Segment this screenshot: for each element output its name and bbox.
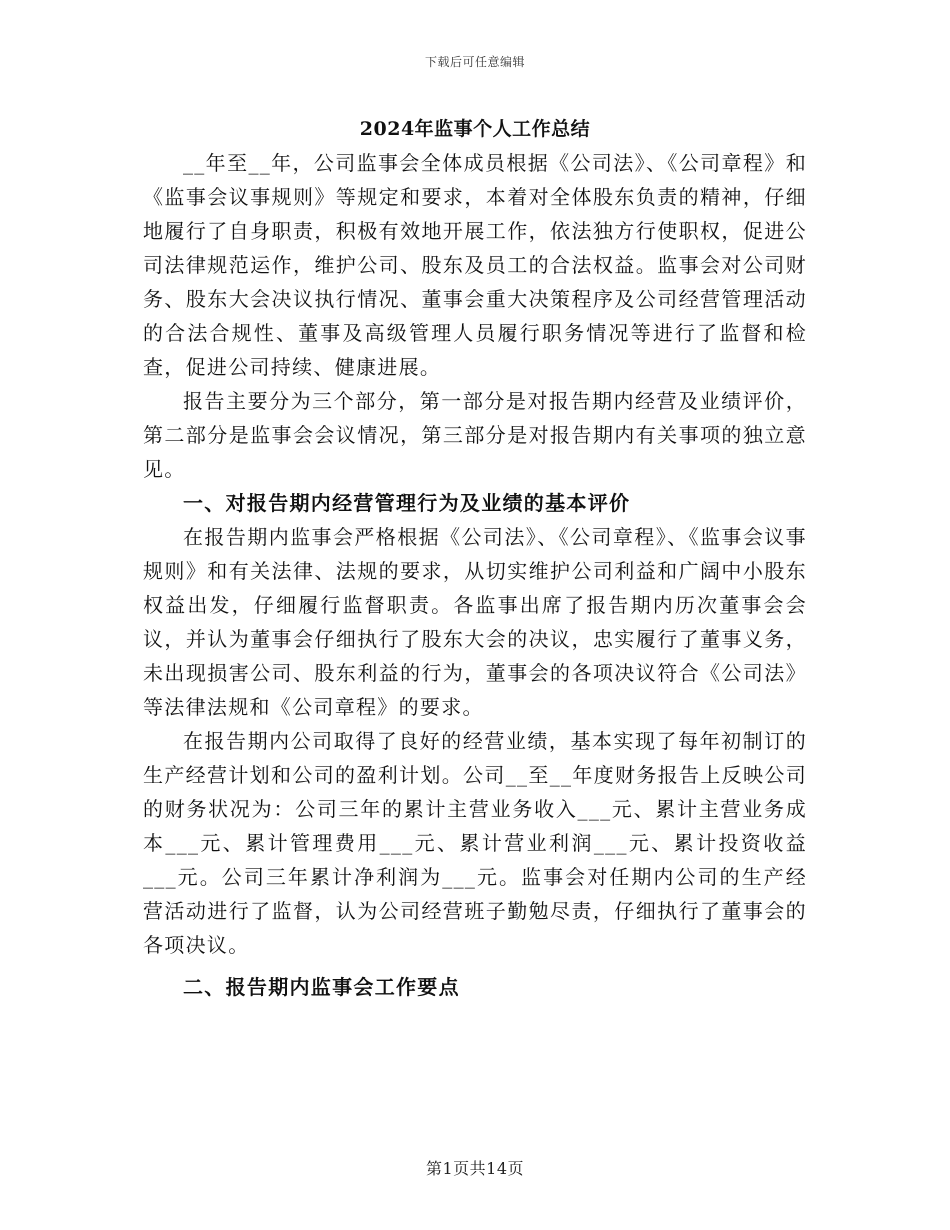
header-note: 下载后可任意编辑 <box>424 55 525 69</box>
intro-paragraph: __年至__年，公司监事会全体成员根据《公司法》、《公司章程》和《监事会议事规则》等规定和要求，本着对全体股东负责的精神，仔细地履行了自身职责，积极有效地开展工作，依法独方行使职权，促进公司法律规范运作，维护公司、股东及员工的合法权益。监事会对公司财务、股东大会决议执行情况、董事会重大决策程序及公司经营管理活动的合法合规性、董事及高级管理人员履行职务情况等进行了监督和检查，促进公司持续、健康进展。 <box>143 151 807 379</box>
section-heading: 一、对报告期内经营管理行为及业绩的基本评价 <box>183 491 631 515</box>
intro-paragraph: 报告主要分为三个部分，第一部分是对报告期内经营及业绩评价，第二部分是监事会会议情况，第三部分是对报告期内有关事项的独立意见。 <box>143 389 807 481</box>
section-paragraph: 在报告期内监事会严格根据《公司法》、《公司章程》、《监事会议事规则》和有关法律、法规的要求，从切实维护公司利益和广阔中小股东权益出发，仔细履行监督职责。各监事出席了报告期内历次董事会会议，并认为董事会仔细执行了股东大会的决议，忠实履行了董事义务，未出现损害公司、股东利益的行为，董事会的各项决议符合《公司法》等法律法规和《公司章程》的要求。 <box>143 525 807 719</box>
section-heading: 二、报告期内监事会工作要点 <box>183 975 460 999</box>
page-footer: 第1页共14页 <box>425 1159 525 1178</box>
document-title: 2024年监事个人工作总结 <box>359 118 591 140</box>
section-paragraph: 在报告期内公司取得了良好的经营业绩，基本实现了每年初制订的生产经营计划和公司的盈利计划。公司__至__年度财务报告上反映公司的财务状况为：公司三年的累计主营业务收入___元、累计主营业务成本___元、累计管理费用___元、累计营业利润___元、累计投资收益___元。公司三年累计净利润为___元。监事会对任期内公司的生产经营活动进行了监督，认为公司经营班子勤勉尽责，仔细执行了董事会的各项决议。 <box>143 729 807 957</box>
document-body <box>143 146 807 1004</box>
